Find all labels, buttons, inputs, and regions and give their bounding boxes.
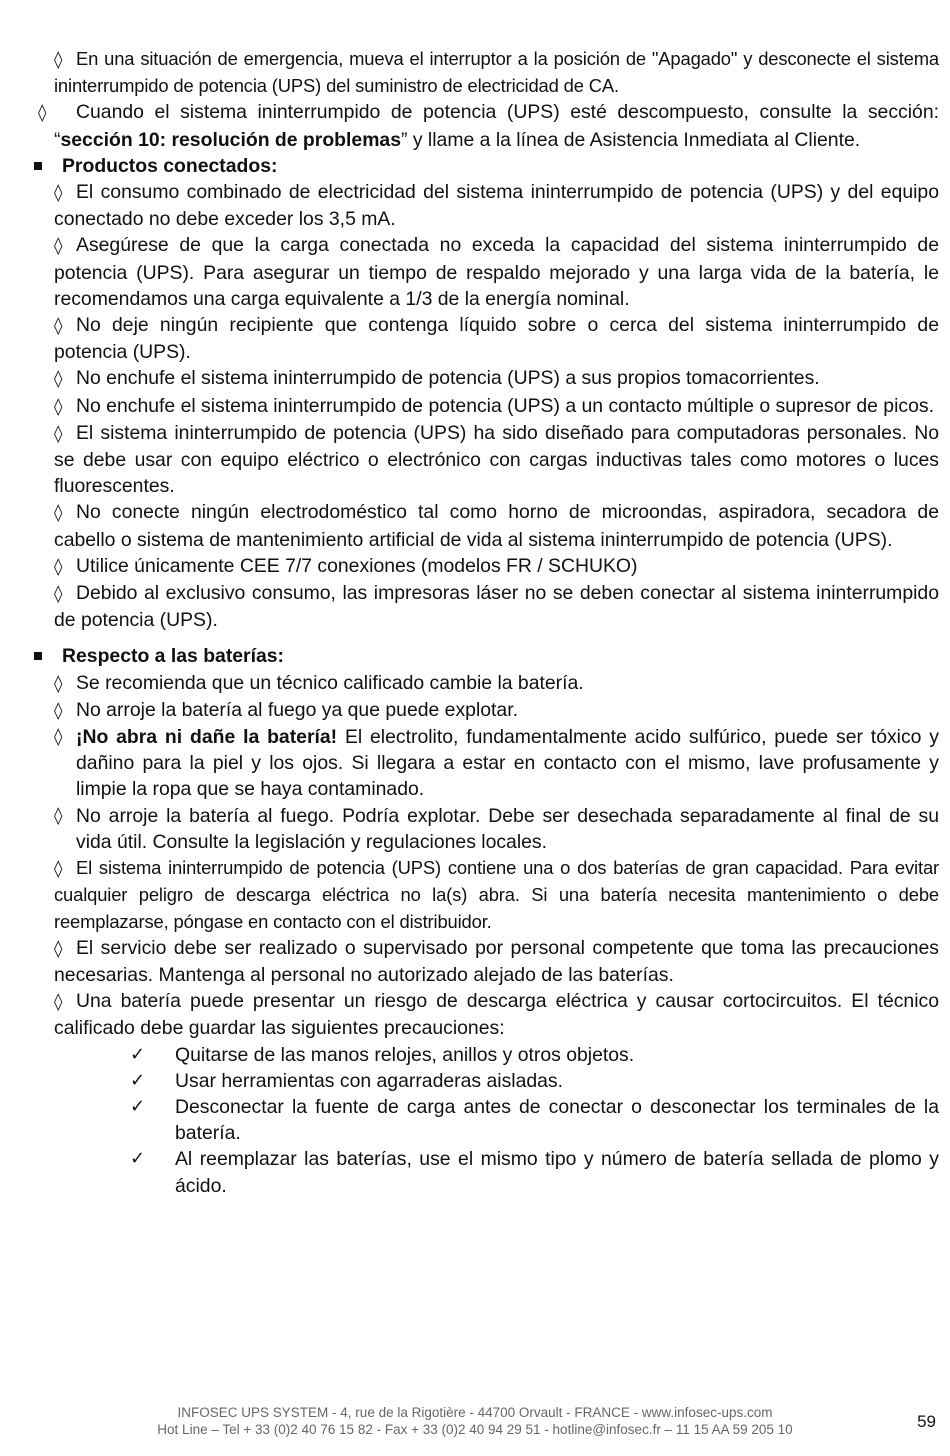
battery-item-text: Una batería puede presentar un riesgo de descarga eléctrica y causar cortocircuitos. El técnico calificado debe guardar las siguientes precauciones: [54, 990, 939, 1040]
diamond-icon: ◊ [54, 423, 63, 444]
page-number: 59 [917, 1412, 936, 1431]
battery-items-list [54, 855, 939, 1041]
intro-item [38, 99, 939, 152]
battery-item [54, 803, 939, 855]
connected-item [54, 365, 939, 392]
connected-item [54, 312, 939, 365]
connected-item [54, 232, 939, 312]
diamond-icon: ◊ [54, 859, 63, 880]
spacer [46, 633, 939, 643]
connected-item [54, 499, 939, 552]
checkmark-icon: ✓ [130, 1043, 146, 1065]
battery-item [54, 670, 939, 697]
battery-item [54, 697, 939, 724]
checklist-item [130, 1094, 939, 1146]
battery-item-rest: El electrolito, fundamentalmente acido sulfúrico, puede ser tóxico y dañino para la piel y los ojos. Si llegara a estar en contacto con el mismo, lave profusamente y limpie la ropa que se haya contaminado. [76, 726, 939, 801]
section-connected-products [46, 153, 939, 634]
square-bullet-icon [34, 652, 42, 660]
square-bullet-icon [34, 162, 42, 170]
section-title: Productos conectados: [62, 154, 278, 177]
diamond-icon: ◊ [54, 50, 63, 70]
connected-item-text: No deje ningún recipiente que contenga líquido sobre o cerca del sistema ininterrumpido de potencia (UPS). [54, 314, 939, 364]
checklist-item [130, 1146, 939, 1198]
connected-item [54, 420, 939, 500]
diamond-icon: ◊ [54, 992, 63, 1013]
intro-item-text-after: ” y llame a la línea de Asistencia Inmediata al Cliente. [401, 128, 861, 151]
diamond-icon: ◊ [54, 396, 63, 417]
diamond-icon: ◊ [54, 673, 63, 694]
diamond-icon: ◊ [54, 316, 63, 337]
section-title: Respecto a las baterías: [62, 645, 285, 668]
connected-items-list [54, 179, 939, 633]
document-body [38, 46, 939, 1199]
intro-item-text-bold: sección 10: resolución de problemas [60, 128, 401, 151]
diamond-icon: ◊ [54, 503, 63, 524]
connected-item-text: Debido al exclusivo consumo, las impresoras láser no se deben conectar al sistema ininterrumpido de potencia (UPS). [54, 582, 939, 632]
battery-item [54, 988, 939, 1041]
battery-item-text: No arroje la batería al fuego ya que puede explotar. [76, 698, 518, 721]
intro-item [46, 46, 939, 99]
diamond-icon: ◊ [54, 556, 63, 577]
checklist-item-text: Quitarse de las manos relojes, anillos y otros objetos. [175, 1043, 635, 1066]
battery-item [54, 855, 939, 935]
checkmark-icon: ✓ [130, 1148, 146, 1170]
section-batteries [46, 643, 939, 1198]
battery-item-text: El sistema ininterrumpido de potencia (UPS) contiene una o dos baterías de gran capacidad. Para evitar cualquier peligro de descarga eléctrica no la(s) abra. Si una batería necesita mantenimiento o debe reemplazarse, póngase en contacto con el distribuidor. [54, 857, 939, 932]
checkmark-icon: ✓ [130, 1095, 146, 1117]
connected-item [54, 553, 939, 580]
battery-item-bold: ¡No abra ni dañe la batería! [76, 726, 338, 749]
battery-item [54, 724, 939, 803]
connected-item-text: No conecte ningún electrodoméstico tal como horno de microondas, aspiradora, secadora de cabello o sistema de mantenimiento artificial de vida al sistema ininterrumpido de potencia (UPS). [54, 501, 939, 551]
connected-item-text: No enchufe el sistema ininterrumpido de potencia (UPS) a un contacto múltiple o supresor de picos. [76, 394, 934, 417]
diamond-icon: ◊ [54, 700, 63, 721]
diamond-icon: ◊ [54, 183, 63, 204]
diamond-icon: ◊ [54, 805, 63, 826]
footer-hotline: Hot Line – Tel + 33 (0)2 40 76 15 82 - Fax + 33 (0)2 40 94 29 51 - hotline@infosec.fr – 11 15 AA 59 205 10 [157, 1422, 793, 1437]
footer-address: INFOSEC UPS SYSTEM - 4, rue de la Rigotière - 44700 Orvault - FRANCE - www.infosec-ups.com [177, 1405, 773, 1420]
connected-item [54, 393, 939, 420]
connected-item-text: Utilice únicamente CEE 7/7 conexiones (modelos FR / SCHUKO) [76, 554, 638, 577]
diamond-icon: ◊ [54, 727, 63, 748]
checklist-item [130, 1068, 939, 1094]
connected-item [54, 580, 939, 633]
checklist-item-text: Al reemplazar las baterías, use el mismo tipo y número de batería sellada de plomo y ácido. [175, 1148, 939, 1197]
battery-item-text [76, 724, 939, 803]
connected-item-text: El consumo combinado de electricidad del sistema ininterrumpido de potencia (UPS) y del equipo conectado no debe exceder los 3,5 mA. [54, 181, 939, 231]
diamond-icon: ◊ [38, 103, 47, 124]
battery-item-text: No arroje la batería al fuego. Podría explotar. Debe ser desechada separadamente al final de su vida útil. Consulte la legislación y regulaciones locales. [76, 804, 939, 853]
battery-items-list [54, 670, 939, 724]
precautions-checklist [130, 1042, 939, 1199]
checklist-item-text: Desconectar la fuente de carga antes de conectar o desconectar los terminales de la batería. [175, 1095, 939, 1145]
checkmark-icon: ✓ [130, 1069, 146, 1091]
page-footer [0, 1404, 950, 1438]
diamond-icon: ◊ [54, 584, 63, 605]
battery-item-text: Se recomienda que un técnico calificado cambie la batería. [76, 671, 584, 694]
intro-item-text-before: Cuando el sistema ininterrumpido de potencia (UPS) esté descompuesto, consulte la sección: “ [54, 101, 939, 151]
checklist-item [130, 1042, 939, 1068]
diamond-icon: ◊ [54, 236, 63, 257]
connected-item [54, 179, 939, 232]
battery-item [54, 935, 939, 988]
checklist-item-text: Usar herramientas con agarraderas aisladas. [175, 1069, 564, 1092]
connected-item-text: Asegúrese de que la carga conectada no exceda la capacidad del sistema ininterrumpido de potencia (UPS). Para asegurar un tiempo de respaldo mejorado y una larga vida de la batería, le recomendamos una carga equivalente a 1/3 de la energía nominal. [54, 234, 939, 310]
diamond-icon: ◊ [54, 369, 63, 390]
section-heading [54, 153, 939, 179]
section-heading [54, 643, 939, 669]
diamond-icon: ◊ [54, 938, 63, 959]
connected-item-text: El sistema ininterrumpido de potencia (UPS) ha sido diseñado para computadoras personales. No se debe usar con equipo eléctrico o electrónico con cargas inductivas tales como motores o luces fluorescentes. [54, 421, 939, 498]
battery-item-text: El servicio debe ser realizado o supervisado por personal competente que toma las precauciones necesarias. Mantenga al personal no autorizado alejado de las baterías. [54, 936, 939, 986]
connected-item-text: No enchufe el sistema ininterrumpido de potencia (UPS) a sus propios tomacorrientes. [76, 367, 820, 390]
intro-item-text: En una situación de emergencia, mueva el interruptor a la posición de "Apagado" y desconecte el sistema ininterrumpido de potencia (UPS) del suministro de electricidad de CA. [54, 48, 939, 97]
